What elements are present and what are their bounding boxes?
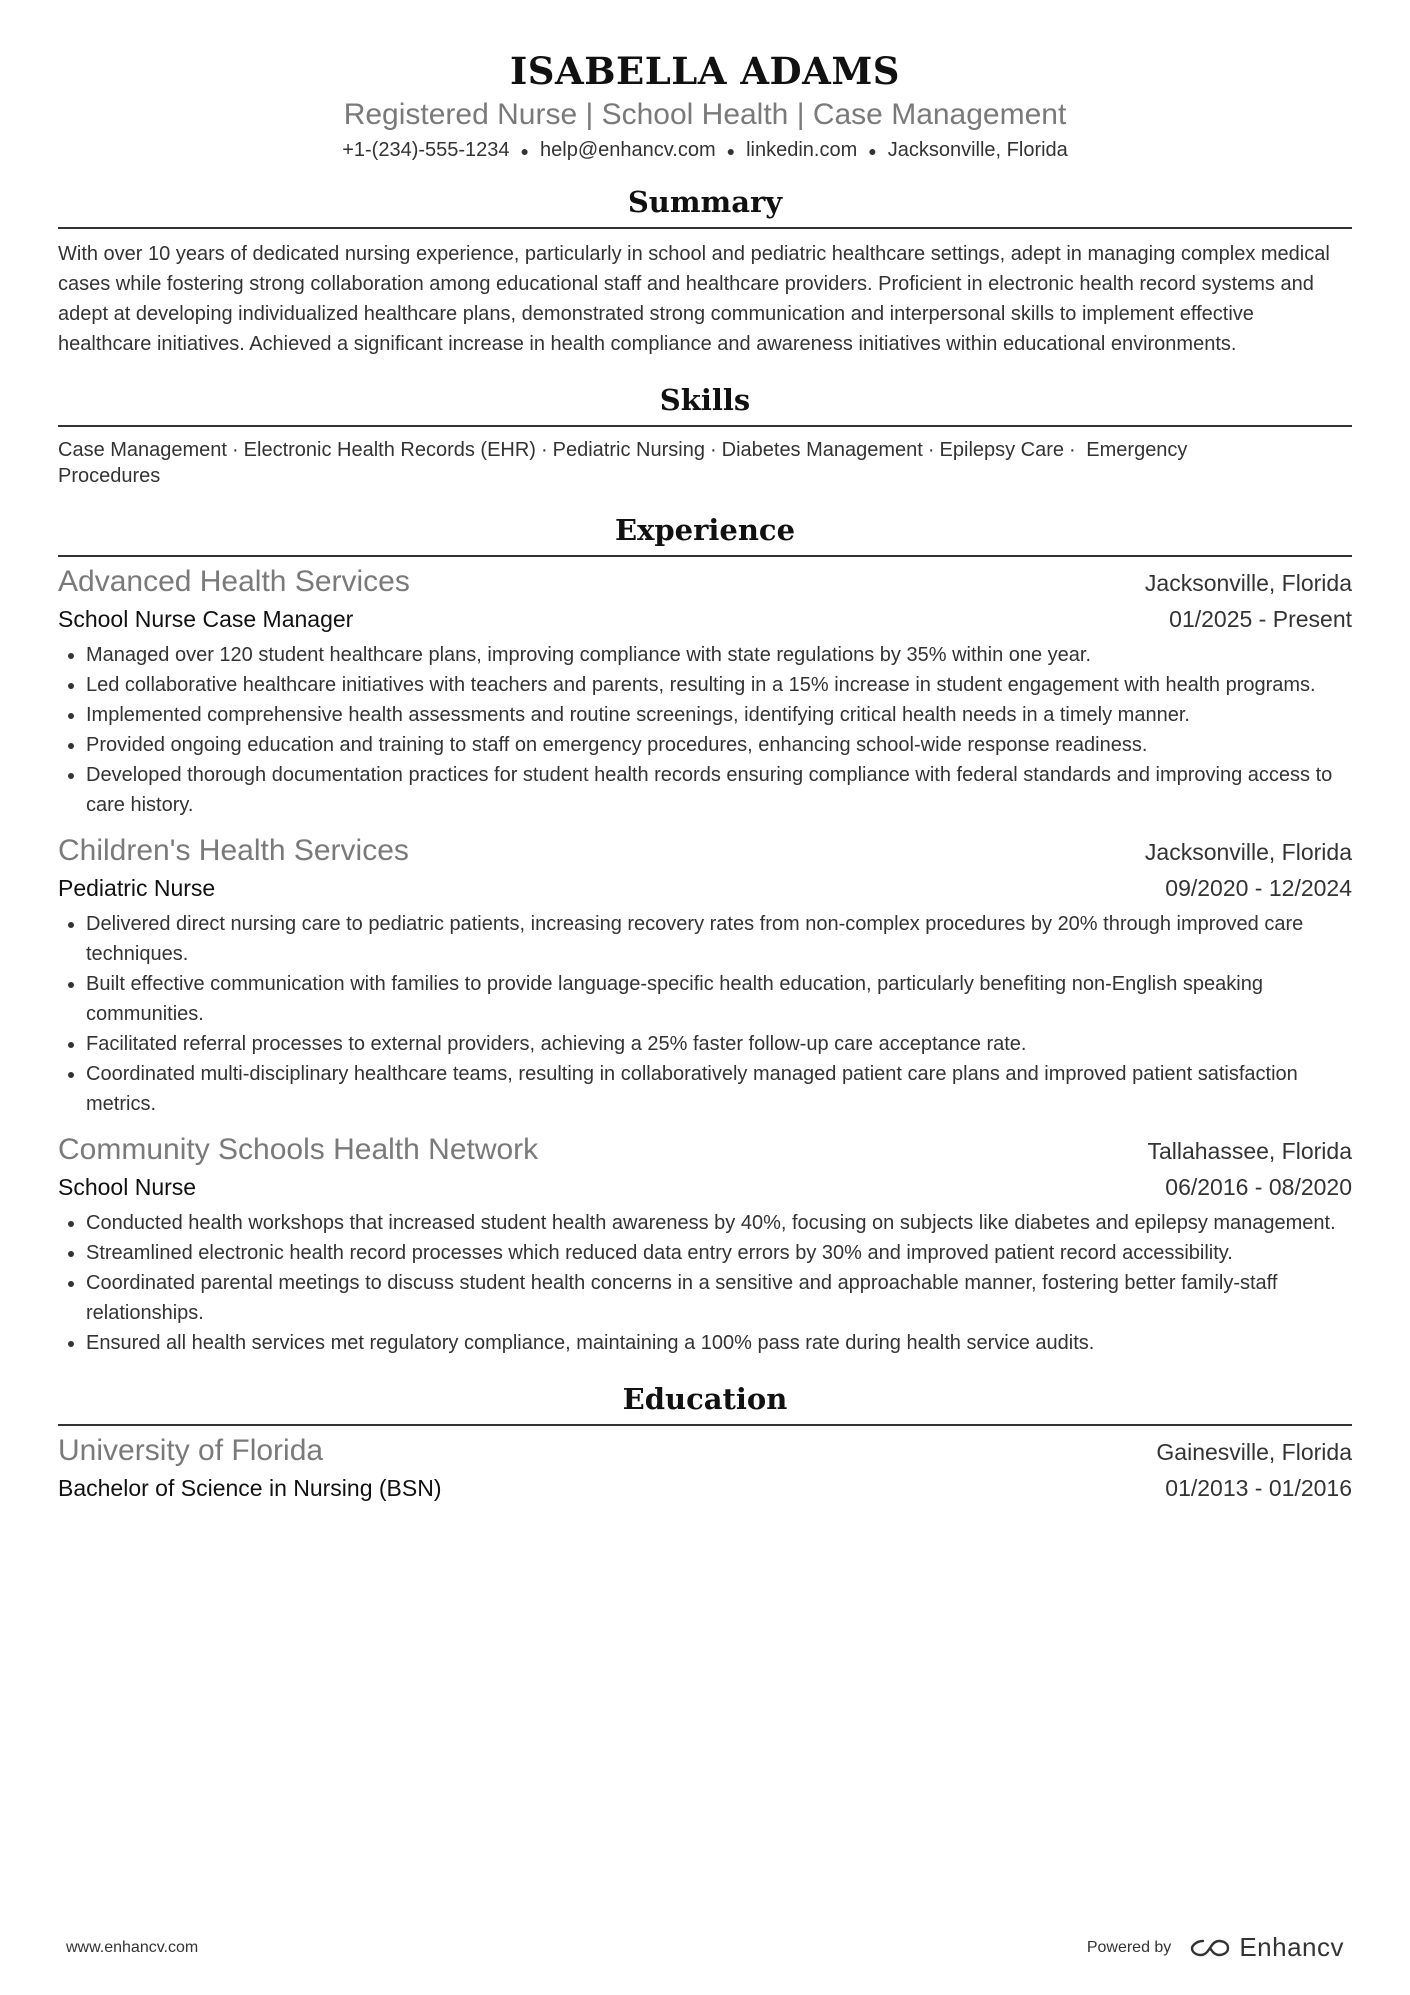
job-location: Tallahassee, Florida: [1147, 1137, 1352, 1164]
skill-item: Diabetes Management: [721, 438, 923, 461]
skill-item: Electronic Health Records (EHR): [243, 438, 536, 461]
skill-item: Pediatric Nursing: [552, 438, 705, 461]
enhancv-logo-icon: [1189, 1937, 1231, 1959]
footer-url-link[interactable]: www.enhancv.com: [66, 1938, 199, 1956]
job-dates: 01/2025 - Present: [1169, 605, 1352, 632]
powered-by-label: Powered by: [1086, 1938, 1172, 1956]
job-bullet: • Streamlined electronic health record processes which reduced data entry errors by 30% and improved patient record accessibility.: [86, 1238, 1352, 1268]
company-name: Community Schools Health Network: [58, 1132, 539, 1166]
job-bullets: [58, 1208, 1352, 1358]
job-bullets: [58, 640, 1352, 820]
section-title-experience: Experience: [614, 512, 796, 547]
candidate-name: ISABELLA ADAMS: [509, 49, 900, 93]
job-title: School Nurse Case Manager: [58, 605, 354, 632]
section-divider: [58, 555, 1352, 557]
job-bullet: • Coordinated parental meetings to discuss student health concerns in a sensitive and approachable manner, fostering better family-staff relationships.: [86, 1268, 1352, 1328]
section-title-summary: Summary: [627, 184, 783, 219]
job-bullet: • Ensured all health services met regulatory compliance, maintaining a 100% pass rate during health service audits.: [86, 1328, 1352, 1358]
company-name: Advanced Health Services: [58, 564, 410, 598]
summary-text: With over 10 years of dedicated nursing experience, particularly in school and pediatric healthcare settings, adept in managing complex medical cases while fostering strong collaboration among educational staff and healthcare providers. Proficient in electronic health record systems and adept at developing individualized healthcare plans, demonstrated strong communication and interpersonal skills to implement effective healthcare initiatives. Achieved a significant increase in health compliance and awareness initiatives within educational environments.: [58, 242, 1330, 355]
job-bullet: • Managed over 120 student healthcare plans, improving compliance with state regulations by 35% within one year.: [86, 640, 1352, 670]
skills-section: [58, 381, 1352, 489]
job-bullet: • Conducted health workshops that increased student health awareness by 40%, focusing on subjects like diabetes and epilepsy management.: [86, 1208, 1352, 1238]
section-divider: [58, 1424, 1352, 1426]
job-title: Pediatric Nurse: [58, 874, 216, 901]
job-bullet: • Led collaborative healthcare initiatives with teachers and parents, resulting in a 15% increase in student engagement with health programs.: [86, 670, 1352, 700]
experience-section: [58, 511, 1352, 1358]
experience-entry: [58, 832, 1352, 1119]
job-bullet: • Developed thorough documentation practices for student health records ensuring compliance with federal standards and improving access to care history.: [86, 760, 1352, 820]
job-bullet: • Facilitated referral processes to external providers, achieving a 25% faster follow-up care acceptance rate.: [86, 1029, 1352, 1059]
skill-item: Epilepsy Care: [939, 438, 1065, 461]
job-location: Jacksonville, Florida: [1144, 838, 1352, 865]
degree-name: Bachelor of Science in Nursing (BSN): [58, 1474, 442, 1501]
bullet-separator: ●: [868, 142, 877, 159]
enhancv-wordmark: Enhancv: [1239, 1932, 1344, 1962]
job-title: School Nurse: [58, 1173, 197, 1200]
education-section: [58, 1380, 1352, 1505]
bullet-separator: ●: [726, 142, 736, 159]
job-dates: 06/2016 - 08/2020: [1165, 1173, 1352, 1200]
job-bullet: • Coordinated multi-disciplinary healthcare teams, resulting in collaboratively managed patient care plans and improved patient satisfaction metrics.: [86, 1059, 1352, 1119]
job-bullets: [58, 909, 1352, 1119]
education-entry: [58, 1432, 1352, 1505]
enhancv-logo[interactable]: [1189, 1932, 1344, 1963]
resume-header: [58, 0, 1352, 165]
company-name: Children's Health Services: [58, 833, 409, 867]
contact-email[interactable]: help@enhancv.com: [540, 139, 716, 161]
job-bullet: • Built effective communication with families to provide language-specific health education, particularly benefiting non-English speaking communities.: [86, 969, 1352, 1029]
experience-entry: [58, 1131, 1352, 1358]
section-title-education: Education: [622, 1381, 788, 1416]
job-bullet: • Implemented comprehensive health assessments and routine screenings, identifying critical health needs in a timely manner.: [86, 700, 1352, 730]
education-dates: 01/2013 - 01/2016: [1165, 1474, 1352, 1501]
summary-section: [58, 183, 1352, 359]
job-bullet: • Delivered direct nursing care to pediatric patients, increasing recovery rates from non-complex procedures by 20% through improved care techniques.: [86, 909, 1352, 969]
contact-location: Jacksonville, Florida: [887, 139, 1068, 161]
job-bullet: • Provided ongoing education and training to staff on emergency procedures, enhancing school-wide response readiness.: [86, 730, 1352, 760]
contact-phone[interactable]: +1-(234)-555-1234: [342, 139, 510, 161]
powered-by: [1087, 1932, 1344, 1963]
school-location: Gainesville, Florida: [1156, 1438, 1352, 1465]
job-location: Jacksonville, Florida: [1144, 569, 1352, 596]
school-name: University of Florida: [58, 1433, 324, 1467]
candidate-headline: Registered Nurse | School Health | Case Management: [343, 98, 1067, 131]
contact-linkedin[interactable]: linkedin.com: [746, 139, 858, 161]
skill-item: Case Management: [58, 438, 227, 461]
section-divider: [58, 227, 1352, 229]
section-title-skills: Skills: [659, 382, 751, 417]
page-footer: [66, 1932, 1344, 1963]
skills-list: Case Management · Electronic Health Records (EHR) · Pediatric Nursing · Diabetes Management · Epilepsy Care · Emergency Procedures: [58, 438, 1188, 487]
contact-line: [58, 136, 1352, 165]
bullet-separator: ●: [520, 142, 530, 159]
experience-entry: [58, 563, 1352, 820]
skill-item: Emergency Procedures: [58, 438, 1188, 487]
section-divider: [58, 425, 1352, 427]
job-dates: 09/2020 - 12/2024: [1165, 874, 1352, 901]
